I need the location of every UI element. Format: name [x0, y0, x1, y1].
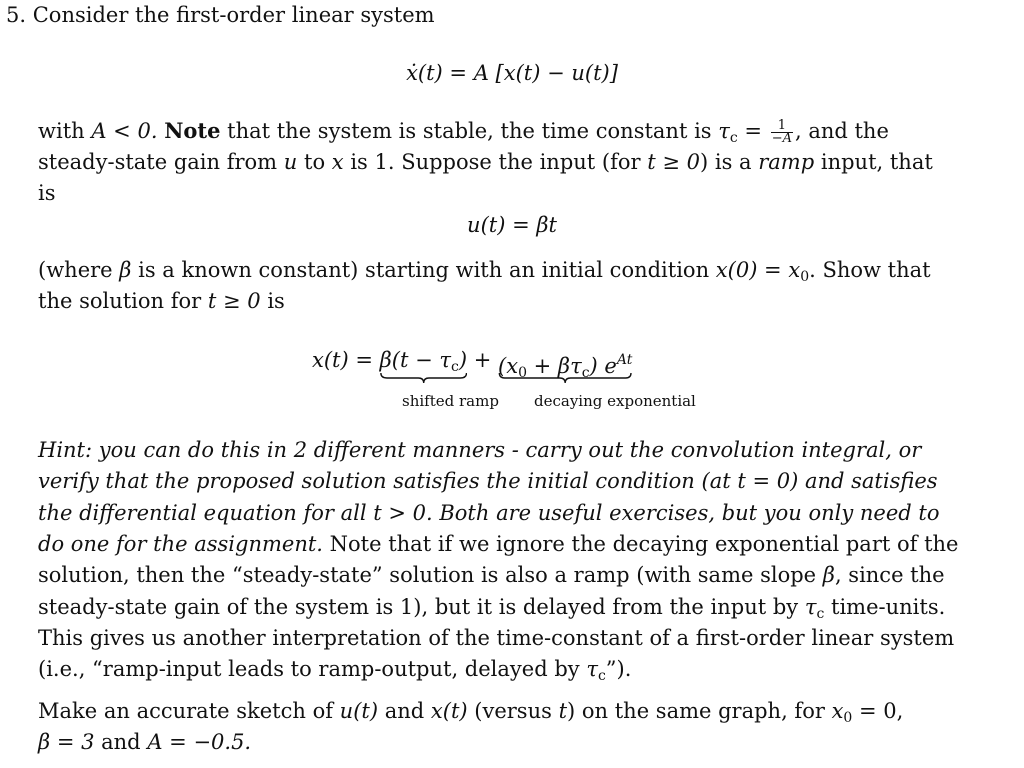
eq3-lhs: x(t) = [312, 348, 373, 372]
text-span: , and the [794, 119, 889, 143]
term-text: ) [458, 348, 468, 372]
text-span: the solution for [38, 289, 202, 313]
equation-system [0, 58, 1024, 89]
text-span: (versus [474, 699, 552, 723]
subscript: c [816, 606, 825, 622]
math-span: x [331, 150, 344, 174]
text-span: ) on the same graph, for [567, 699, 825, 723]
text-span: ”). [605, 657, 632, 681]
label-decaying-exponential: decaying exponential [534, 392, 696, 410]
fraction-numerator: 1 [771, 120, 793, 133]
term-text: + βτ [526, 354, 582, 378]
final-line2 [38, 727, 251, 758]
problem-intro: Consider the first-order linear system [32, 3, 435, 27]
math-span: β [119, 258, 132, 282]
eq1-lhs: ẋ(t) [406, 61, 443, 85]
text-span: (i.e., “ramp-input leads to ramp-output, delayed by [38, 657, 580, 681]
subscript: c [581, 365, 590, 381]
text-span: (where [38, 258, 113, 282]
para1-line2 [38, 147, 933, 178]
para2-line2 [38, 286, 285, 317]
superscript: At [616, 352, 633, 368]
hint-line1: Hint: you can do this in 2 different manners - carry out the convolution integral, or [38, 438, 922, 462]
text-span: , since the [834, 563, 945, 587]
term-text: β(t − τ [379, 348, 451, 372]
math-span: u [283, 150, 298, 174]
ramp-word: ramp [758, 150, 815, 174]
text-span: steady-state gain from [38, 150, 278, 174]
equation-solution [312, 345, 632, 389]
text-span: = 0, [859, 699, 904, 723]
text-span: input, that [820, 150, 933, 174]
math-span: u(t) [339, 699, 379, 723]
term-text: ) e [589, 354, 617, 378]
math-span: t ≥ 0 [207, 289, 261, 313]
text-span: is [267, 289, 285, 313]
text-span: . Show that [809, 258, 931, 282]
text-span: is a known constant) starting with an initial condition [138, 258, 710, 282]
text-span: time-units. [831, 595, 946, 619]
problem-header [6, 0, 435, 31]
plus-sign: + [473, 348, 492, 372]
fraction-denominator: −A [771, 131, 792, 146]
fraction [771, 120, 793, 145]
tau-symbol: τ [586, 657, 598, 681]
text-span: solution, then the “steady-state” solution is also a ramp (with same slope [38, 563, 817, 587]
equation-input [0, 210, 1024, 241]
hint-line4 [38, 529, 958, 560]
eq1-eq: = [449, 61, 468, 85]
text-span: and [101, 730, 141, 754]
text-span: that the system is stable, the time constant is [227, 119, 712, 143]
eq1-rhs: A [x(t) − u(t)] [473, 61, 618, 85]
term-text: (x [498, 354, 519, 378]
underbrace-1 [380, 372, 467, 384]
math-span: x(t) [430, 699, 468, 723]
eq2-text: u(t) = βt [467, 213, 557, 237]
hint-line2: verify that the proposed solution satisfies the initial condition (at t = 0) and satisfies [38, 469, 938, 493]
math-span: x(0) = x [715, 258, 801, 282]
math-span: t ≥ 0 [647, 150, 700, 174]
hint-line8 [38, 654, 631, 692]
math-span: t [558, 699, 568, 723]
hint-line7: This gives us another interpretation of the time-constant of a first-order linear system [38, 626, 955, 650]
text-span: ) is a [700, 150, 752, 174]
problem-number: 5. [6, 3, 27, 27]
math-span: A < 0. [91, 119, 158, 143]
shifted-ramp-term [380, 345, 467, 383]
hint-line5 [38, 560, 945, 591]
text-span: with [38, 119, 85, 143]
math-span: β = 3 [38, 730, 95, 754]
tau-symbol: τ [804, 595, 817, 619]
subscript: 0 [800, 269, 810, 285]
math-span: x [831, 699, 844, 723]
text-span: and [384, 699, 425, 723]
hint-line3: the differential equation for all t > 0. Both are useful exercises, but you only need to [38, 501, 940, 525]
equals: = [744, 119, 763, 143]
decaying-exp-term [498, 345, 632, 389]
text-span: steady-state gain of the system is 1), but it is delayed from the input by [38, 595, 799, 619]
subscript: c [597, 668, 606, 684]
para1-line3: is [38, 181, 56, 205]
text-span: Note that if we ignore the decaying exponential part of the [329, 532, 959, 556]
math-span: A = −0.5. [147, 730, 252, 754]
tau-symbol: τ [718, 119, 730, 143]
note-label: Note [164, 118, 221, 143]
label-shifted-ramp: shifted ramp [402, 392, 499, 410]
text-span: to [304, 150, 326, 174]
subscript: c [450, 359, 459, 375]
text-span: is 1. Suppose the input (for [350, 150, 641, 174]
subscript: 0 [843, 710, 853, 726]
subscript: c [729, 130, 738, 146]
beta-symbol: β [822, 563, 835, 587]
underbrace-2 [498, 372, 632, 384]
text-span: do one for the assignment. [38, 532, 323, 556]
text-span: Make an accurate sketch of [38, 699, 333, 723]
subscript: 0 [518, 365, 527, 381]
